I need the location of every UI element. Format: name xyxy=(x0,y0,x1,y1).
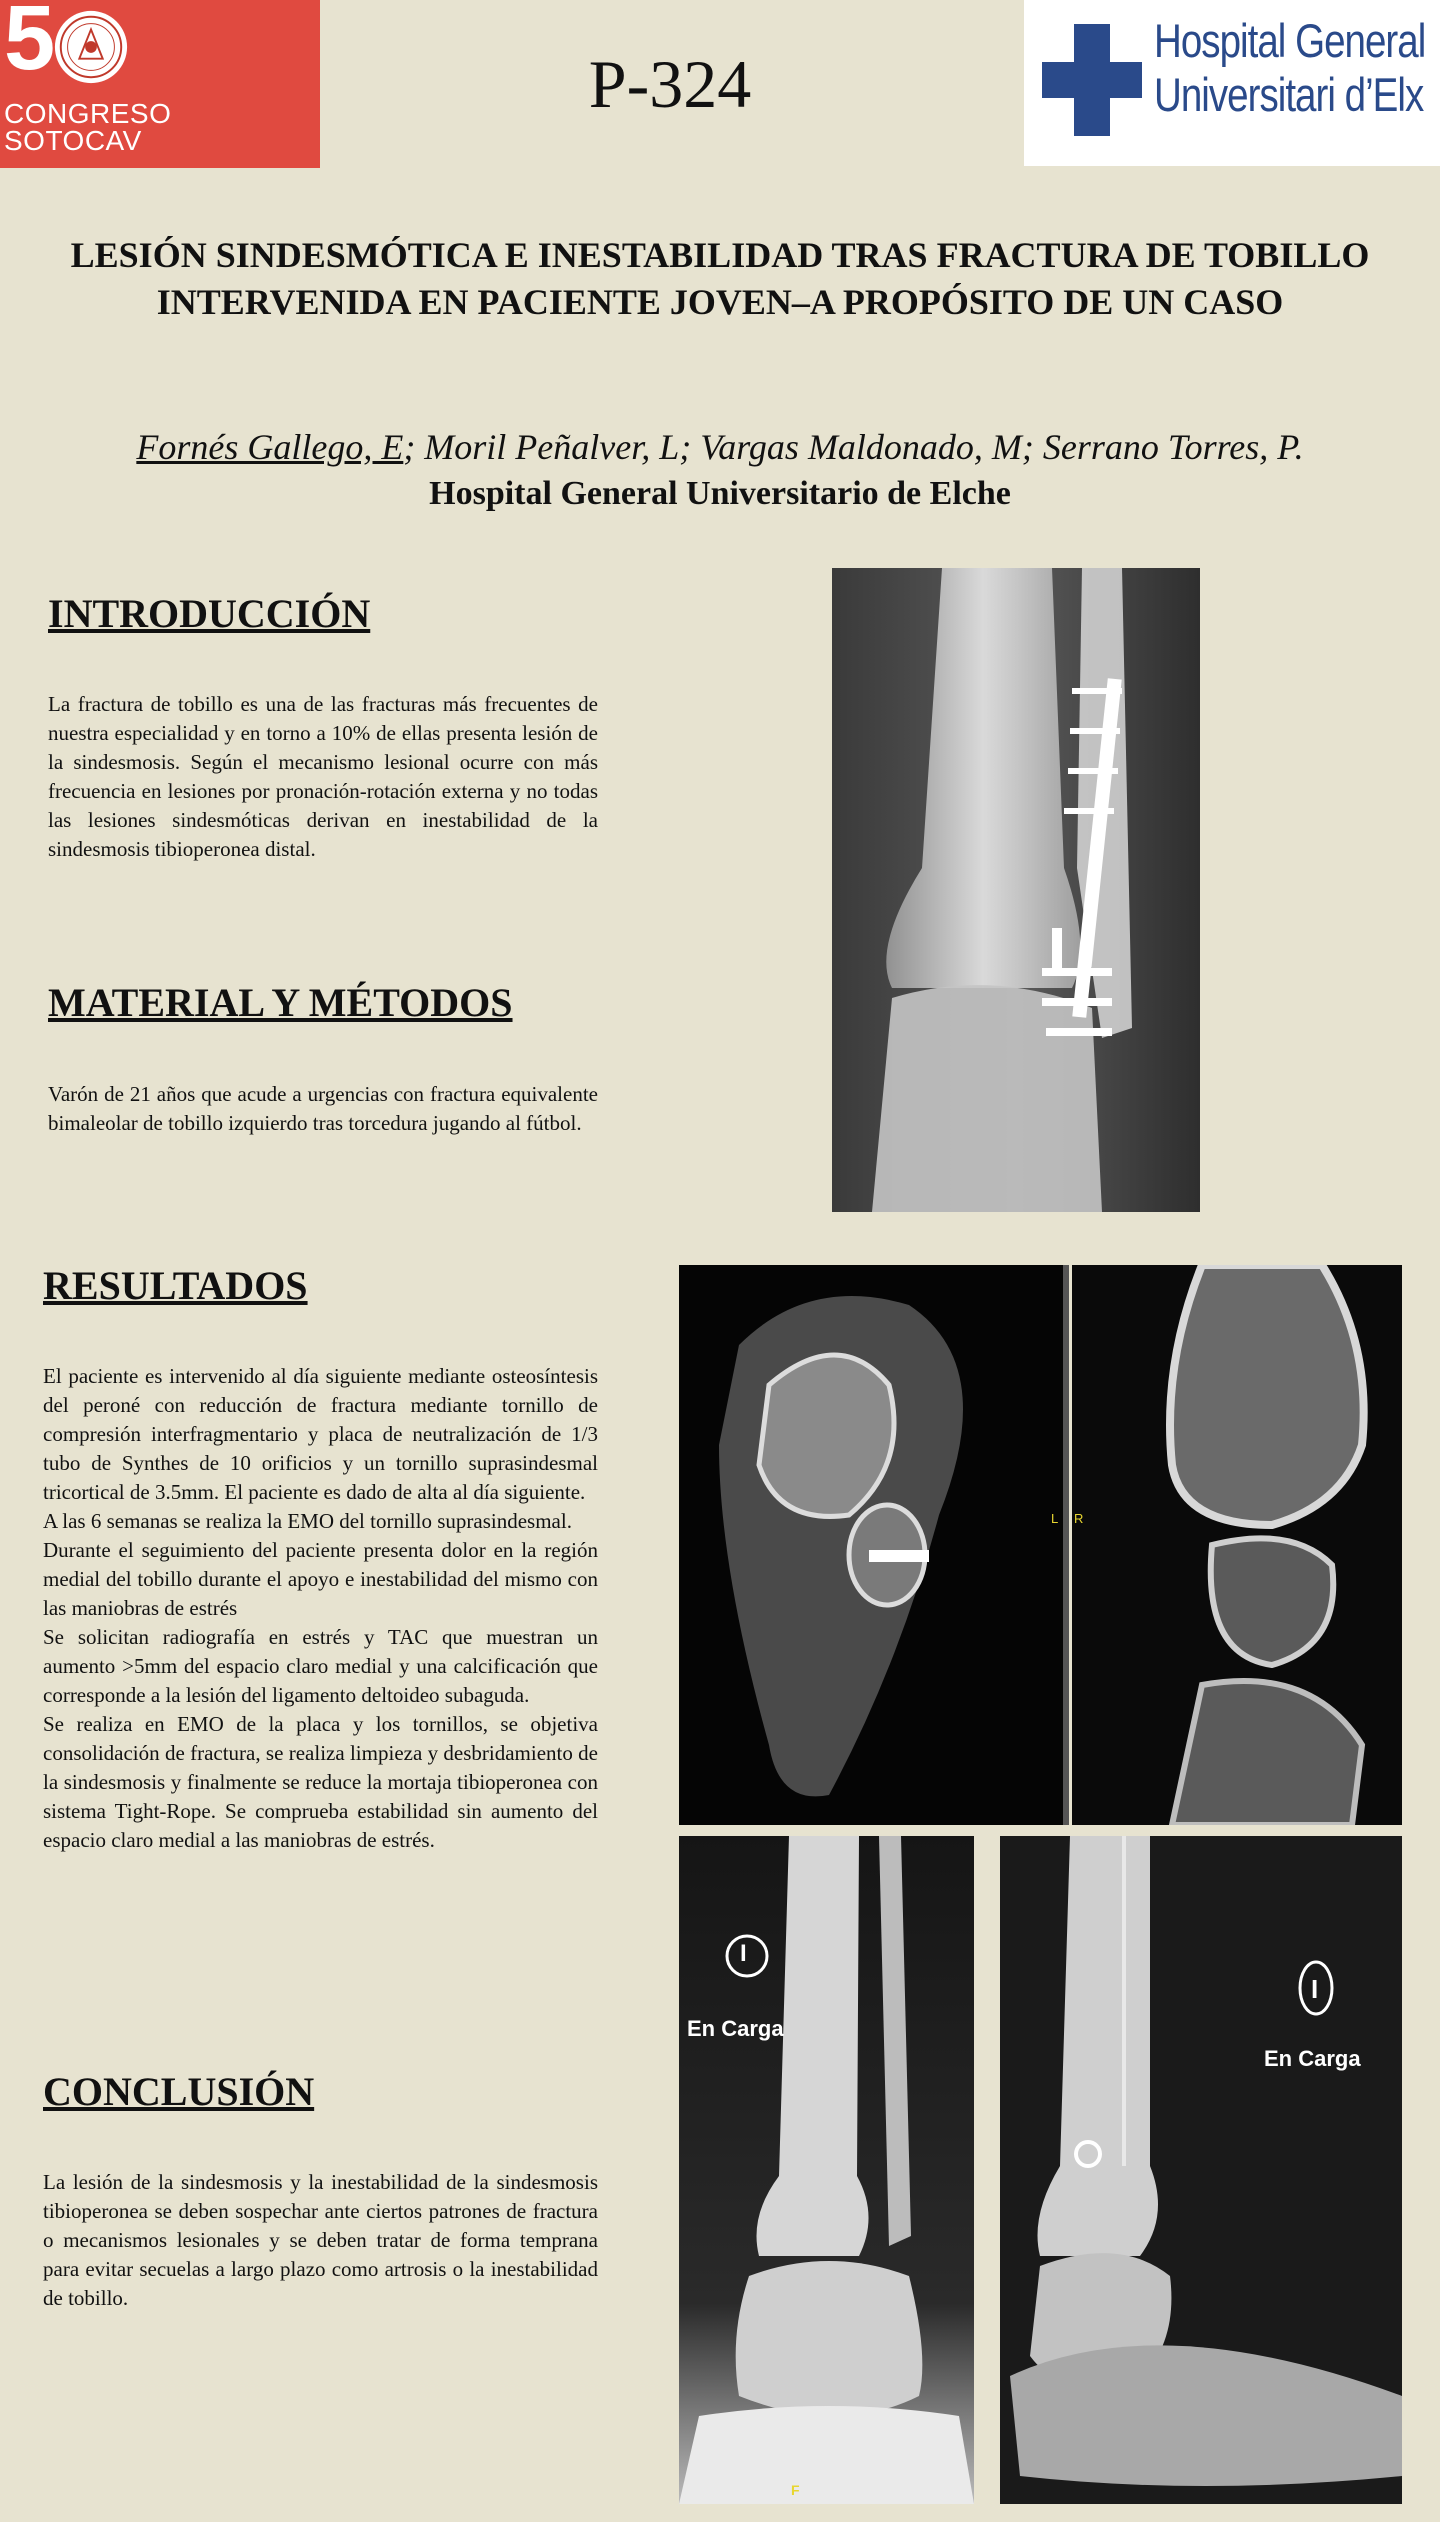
xray-ap-weightbearing xyxy=(679,1836,974,2504)
xray-lat-marker: I xyxy=(1311,1974,1319,2004)
xray-lateral-weightbearing xyxy=(1000,1836,1402,2504)
ct-left-marker: L xyxy=(1051,1511,1059,1526)
hospital-logo-line2: Universitari d’Elx xyxy=(1154,68,1424,121)
results-text xyxy=(43,1362,598,1855)
results-paragraph: Se realiza en EMO de la placa y los tornillos, se objetiva consolidación de fractura, se realiza limpieza y desbridamiento de la sindesmosis y finalmente se reduce la mortaja tibioperonea con sistema Tight-Rope. Se comprueba estabilidad sin aumento del espacio claro medial a las maniobras de estrés. xyxy=(43,1712,598,1852)
hospital-logo-line1: Hospital General xyxy=(1154,14,1426,67)
ct-axial-scan xyxy=(679,1265,1069,1825)
medical-cross-icon xyxy=(1042,24,1142,136)
results-paragraph: El paciente es intervenido al día siguiente mediante osteosíntesis del peroné con reducción de fractura mediante tornillo de compresión interfragmentario y placa de neutralización de 1/3 tubo de Synthes de 10 orificios y un tornillo suprasindesmal tricortical de 3.5mm. El paciente es dado de alta al día siguiente. xyxy=(43,1364,598,1504)
ct-right-marker: R xyxy=(1074,1511,1084,1526)
ct-coronal-scan xyxy=(1072,1265,1402,1825)
xray-ap-bottom-marker: F xyxy=(791,2482,800,2498)
conclusion-text: La lesión de la sindesmosis y la inestabilidad de la sindesmosis tibioperonea se deben sospechar ante ciertos patrones de fractura o mecanismos lesionales y se deben tratar de forma temprana para evitar secuelas a largo plazo como artrosis o la inestabilidad de tobillo. xyxy=(43,2170,598,2310)
conclusion-heading: CONCLUSIÓN xyxy=(43,2069,315,2114)
intro-heading: INTRODUCCIÓN xyxy=(48,591,371,636)
results-heading: RESULTADOS xyxy=(43,1263,308,1308)
congress-society: SOTOCAV xyxy=(4,125,142,156)
congress-name: CONGRESO xyxy=(4,98,172,129)
first-author: Fornés Gallego, E xyxy=(136,427,404,467)
xray-ap-label: En Carga xyxy=(687,2016,784,2041)
congress-logo xyxy=(0,0,320,168)
university-seal-icon xyxy=(52,8,130,86)
poster-title: LESIÓN SINDESMÓTICA E INESTABILIDAD TRAS FRACTURA DE TOBILLO INTERVENIDA EN PACIENTE JOVEN–A PROPÓSITO DE UN CASO xyxy=(70,235,1370,322)
intro-text: La fractura de tobillo es una de las fracturas más frecuentes de nuestra especialidad y en torno a 10% de ellas presenta lesión de la sindesmosis. Según el mecanismo lesional ocurre con más frecuencia en lesiones por pronación-rotación externa y no todas las lesiones sindesmóticas derivan en inestabilidad de la sindesmosis tibioperonea distal. xyxy=(48,692,598,861)
xray-lat-label: En Carga xyxy=(1264,2046,1361,2071)
methods-heading: MATERIAL Y MÉTODOS xyxy=(48,980,513,1025)
results-paragraph: Se solicitan radiografía en estrés y TAC que muestran un aumento >5mm del espacio claro medial y una calcificación que corresponde a la lesión del ligamento deltoideo subaguda. xyxy=(43,1625,598,1707)
results-paragraph: A las 6 semanas se realiza la EMO del tornillo suprasindesmal. xyxy=(43,1509,572,1533)
methods-text: Varón de 21 años que acude a urgencias con fractura equivalente bimaleolar de tobillo izquierdo tras torcedura jugando al fútbol. xyxy=(48,1082,598,1135)
institution: Hospital General Universitario de Elche xyxy=(429,475,1011,512)
congress-number: 5 xyxy=(4,0,56,89)
xray-ap-marker: I xyxy=(740,1940,747,1967)
authors xyxy=(40,424,1400,470)
co-authors: ; Moril Peñalver, L; Vargas Maldonado, M; Serrano Torres, P. xyxy=(403,427,1304,467)
hospital-logo xyxy=(1024,0,1440,166)
xray-ankle-postop xyxy=(832,568,1200,1212)
poster-id: P-324 xyxy=(588,46,752,122)
results-paragraph: Durante el seguimiento del paciente presenta dolor en la región medial del tobillo durante el apoyo e inestabilidad del mismo con las maniobras de estrés xyxy=(43,1538,598,1620)
